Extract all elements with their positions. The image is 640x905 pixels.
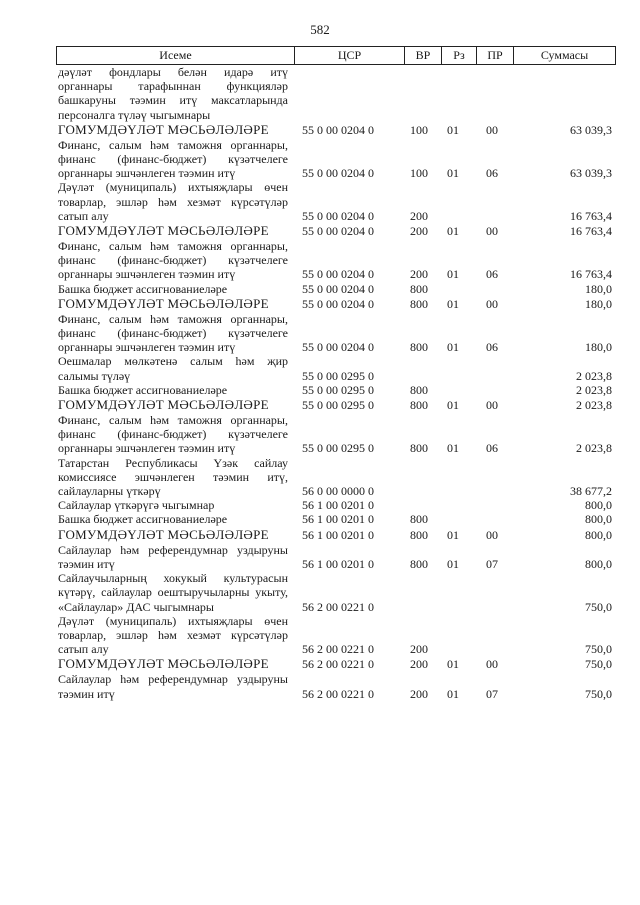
- row-csr: 55 0 00 0204 0: [302, 224, 374, 239]
- row-sum: 800,0: [585, 498, 612, 513]
- row-csr: 56 0 00 0000 0: [302, 484, 374, 499]
- row-pr: [476, 512, 513, 526]
- row-vr: 800: [410, 281, 428, 296]
- row-csr: 55 0 00 0295 0: [302, 382, 374, 397]
- row-sum: 38 677,2: [570, 484, 612, 499]
- row-name: Финанс, салым һәм таможня органнары, финанс (финанс-бюджет) күзәтчелеге органнары эшчәнлеген тәэмин итү: [58, 413, 288, 456]
- row-vr: 800: [410, 398, 428, 413]
- row-csr: 55 0 00 0295 0: [302, 441, 374, 456]
- table-row: [56, 498, 616, 512]
- row-csr: 56 1 00 0201 0: [302, 498, 374, 513]
- header-csr: ЦСР: [294, 47, 404, 64]
- row-pr: 00: [486, 122, 498, 137]
- row-csr: 56 2 00 0221 0: [302, 642, 374, 657]
- table-row: [56, 223, 616, 239]
- row-csr: 55 0 00 0204 0: [302, 208, 374, 223]
- row-pr: [476, 383, 513, 397]
- table-row: [56, 65, 616, 122]
- row-vr: 800: [410, 382, 428, 397]
- row-sum: 750,0: [585, 599, 612, 614]
- row-rz: 01: [447, 398, 459, 413]
- header-sum: Суммасы: [513, 47, 616, 64]
- row-name: ГОМУМДӘҮЛӘТ МӘСЬӘЛӘЛӘРЕ: [58, 656, 269, 672]
- table-row: [56, 180, 616, 223]
- row-vr: [404, 571, 441, 614]
- row-name: Татарстан Республикасы Үзәк сайлау комиссиясе эшчәнлеген тәэмин итү, сайлауларны үткәрү: [58, 455, 288, 499]
- row-vr: 200: [410, 208, 428, 223]
- row-name: Башка бюджет ассигнованиеләре: [58, 382, 228, 397]
- row-pr: 00: [486, 296, 498, 311]
- table-body: [56, 65, 616, 701]
- row-csr: 55 0 00 0204 0: [302, 296, 374, 311]
- header-pr: ПР: [476, 47, 513, 64]
- table-row: [56, 456, 616, 499]
- row-sum: 800,0: [585, 556, 612, 571]
- row-csr: 56 1 00 0201 0: [302, 527, 374, 542]
- table-row: [56, 512, 616, 526]
- row-csr: 55 0 00 0295 0: [302, 398, 374, 413]
- row-csr: 56 1 00 0201 0: [302, 556, 374, 571]
- row-sum: 800,0: [585, 512, 612, 527]
- budget-table: [56, 46, 616, 701]
- row-name: Дәүләт (муниципаль) ихтыяҗлары өчен товарлар, эшләр һәм хезмәт күрсәтүләр сатып алу: [58, 180, 288, 223]
- row-csr: 55 0 00 0204 0: [302, 267, 374, 282]
- row-pr: [476, 65, 513, 122]
- row-rz: [441, 354, 476, 382]
- row-pr: 00: [486, 657, 498, 672]
- row-sum: 800,0: [585, 527, 612, 542]
- row-csr: 56 1 00 0201 0: [302, 512, 374, 527]
- row-vr: 800: [410, 527, 428, 542]
- row-name: Сайлаулар һәм референдумнар уздыруны тәэмин итү: [58, 542, 288, 571]
- row-vr: 800: [410, 441, 428, 456]
- table-row: [56, 122, 616, 138]
- row-vr: 100: [410, 166, 428, 181]
- row-csr: 55 0 00 0204 0: [302, 166, 374, 181]
- row-pr: 00: [486, 398, 498, 413]
- table-row: [56, 239, 616, 282]
- row-rz: [441, 282, 476, 296]
- row-sum: [513, 65, 616, 122]
- row-csr: 56 2 00 0221 0: [302, 686, 374, 701]
- row-pr: 07: [486, 556, 498, 571]
- row-rz: 01: [447, 527, 459, 542]
- row-sum: 2 023,8: [576, 398, 612, 413]
- row-rz: [441, 180, 476, 223]
- row-vr: 200: [410, 657, 428, 672]
- header-name: Исеме: [56, 47, 294, 64]
- row-vr: 200: [410, 267, 428, 282]
- row-rz: 01: [447, 224, 459, 239]
- row-name: Башка бюджет ассигнованиеләре: [58, 512, 228, 527]
- row-pr: 00: [486, 224, 498, 239]
- row-rz: 01: [447, 657, 459, 672]
- row-name: ГОМУМДӘҮЛӘТ МӘСЬӘЛӘЛӘРЕ: [58, 121, 269, 137]
- row-vr: 800: [410, 512, 428, 527]
- table-header: [56, 46, 616, 65]
- row-name: Финанс, салым һәм таможня органнары, финанс (финанс-бюджет) күзәтчелеге органнары эшчәнлеген тәэмин итү: [58, 311, 288, 355]
- row-pr: 06: [486, 267, 498, 282]
- row-name: Сайлаучыларның хокукый культурасын күтәрү, сайлаулар оештыручыларны укыту, «Сайлаулар» ДАС чыгымнары: [58, 571, 288, 614]
- table-row: [56, 296, 616, 312]
- row-vr: 100: [410, 122, 428, 137]
- row-sum: 180,0: [585, 296, 612, 311]
- row-csr: 55 0 00 0204 0: [302, 281, 374, 296]
- row-rz: 01: [447, 441, 459, 456]
- row-sum: 750,0: [585, 686, 612, 701]
- row-sum: 180,0: [585, 340, 612, 355]
- row-pr: [476, 614, 513, 657]
- row-rz: [441, 498, 476, 512]
- row-csr: [294, 65, 404, 122]
- table-row: [56, 413, 616, 456]
- row-rz: 01: [447, 267, 459, 282]
- row-rz: 01: [447, 556, 459, 571]
- table-row: [56, 354, 616, 382]
- row-rz: 01: [447, 686, 459, 701]
- row-name: Финанс, салым һәм таможня органнары, финанс (финанс-бюджет) күзәтчелеге органнары эшчәнлеген тәэмин итү: [58, 137, 288, 181]
- row-sum: 16 763,4: [570, 267, 612, 282]
- row-pr: [476, 571, 513, 614]
- row-name: ГОМУМДӘҮЛӘТ МӘСЬӘЛӘЛӘРЕ: [58, 223, 269, 239]
- table-row: [56, 571, 616, 614]
- row-rz: [441, 456, 476, 499]
- table-row: [56, 614, 616, 657]
- row-pr: 06: [486, 441, 498, 456]
- header-vr: ВР: [404, 47, 441, 64]
- row-vr: [404, 354, 441, 382]
- row-pr: 00: [486, 527, 498, 542]
- row-rz: [441, 571, 476, 614]
- row-rz: [441, 512, 476, 526]
- row-name: Дәүләт (муниципаль) ихтыяҗлары өчен товарлар, эшләр һәм хезмәт күрсәтүләр сатып алу: [58, 613, 288, 657]
- row-pr: [476, 282, 513, 296]
- table-row: [56, 527, 616, 543]
- row-sum: 2 023,8: [576, 382, 612, 397]
- table-row: [56, 672, 616, 700]
- row-name: дәүләт фондлары белән идарә итү органнары тарафыннан функцияләр башкаруны тәэмин итү максатларында персоналга түләү чыгымнары: [58, 65, 288, 122]
- row-pr: 06: [486, 166, 498, 181]
- row-csr: 55 0 00 0295 0: [302, 368, 374, 383]
- row-rz: 01: [447, 340, 459, 355]
- table-row: [56, 138, 616, 181]
- row-rz: 01: [447, 122, 459, 137]
- header-rz: Рз: [441, 47, 476, 64]
- row-sum: 63 039,3: [570, 166, 612, 181]
- row-rz: [441, 65, 476, 122]
- row-rz: 01: [447, 166, 459, 181]
- row-name: ГОМУМДӘҮЛӘТ МӘСЬӘЛӘЛӘРЕ: [58, 397, 269, 413]
- row-name: ГОМУМДӘҮЛӘТ МӘСЬӘЛӘЛӘРЕ: [58, 295, 269, 311]
- row-vr: 200: [410, 642, 428, 657]
- table-row: [56, 543, 616, 571]
- row-name: Сайлаулар һәм референдумнар уздыруны тәэмин итү: [58, 672, 288, 701]
- table-row: [56, 312, 616, 355]
- row-sum: 16 763,4: [570, 224, 612, 239]
- row-pr: 06: [486, 340, 498, 355]
- row-csr: 56 2 00 0221 0: [302, 599, 374, 614]
- row-pr: [476, 456, 513, 499]
- row-vr: 800: [410, 556, 428, 571]
- row-pr: [476, 498, 513, 512]
- row-name: Сайлаулар үткәрүгә чыгымнар: [58, 498, 215, 513]
- row-sum: 16 763,4: [570, 208, 612, 223]
- row-vr: 800: [410, 296, 428, 311]
- row-rz: [441, 614, 476, 657]
- row-pr: 07: [486, 686, 498, 701]
- row-vr: 200: [410, 224, 428, 239]
- row-sum: 750,0: [585, 642, 612, 657]
- table-row: [56, 656, 616, 672]
- row-csr: 56 2 00 0221 0: [302, 657, 374, 672]
- row-sum: 750,0: [585, 657, 612, 672]
- table-row: [56, 397, 616, 413]
- row-name: Финанс, салым һәм таможня органнары, финанс (финанс-бюджет) күзәтчелеге органнары эшчәнлеген тәэмин итү: [58, 239, 288, 282]
- row-name: Башка бюджет ассигнованиеләре: [58, 281, 228, 296]
- row-vr: [404, 498, 441, 512]
- row-sum: 180,0: [585, 281, 612, 296]
- table-row: [56, 383, 616, 397]
- table-row: [56, 282, 616, 296]
- row-pr: [476, 180, 513, 223]
- row-vr: 800: [410, 340, 428, 355]
- row-csr: 55 0 00 0204 0: [302, 122, 374, 137]
- row-vr: [404, 456, 441, 499]
- row-csr: 55 0 00 0204 0: [302, 340, 374, 355]
- row-rz: [441, 383, 476, 397]
- row-vr: 200: [410, 686, 428, 701]
- row-sum: 2 023,8: [576, 368, 612, 383]
- row-sum: 2 023,8: [576, 441, 612, 456]
- row-name: ГОМУМДӘҮЛӘТ МӘСЬӘЛӘЛӘРЕ: [58, 526, 269, 542]
- row-sum: 63 039,3: [570, 122, 612, 137]
- row-rz: 01: [447, 296, 459, 311]
- row-name: Оешмалар мөлкәтенә салым һәм җир салымы түләү: [58, 354, 288, 383]
- row-pr: [476, 354, 513, 382]
- page-number: 582: [310, 22, 330, 37]
- row-vr: [404, 65, 441, 122]
